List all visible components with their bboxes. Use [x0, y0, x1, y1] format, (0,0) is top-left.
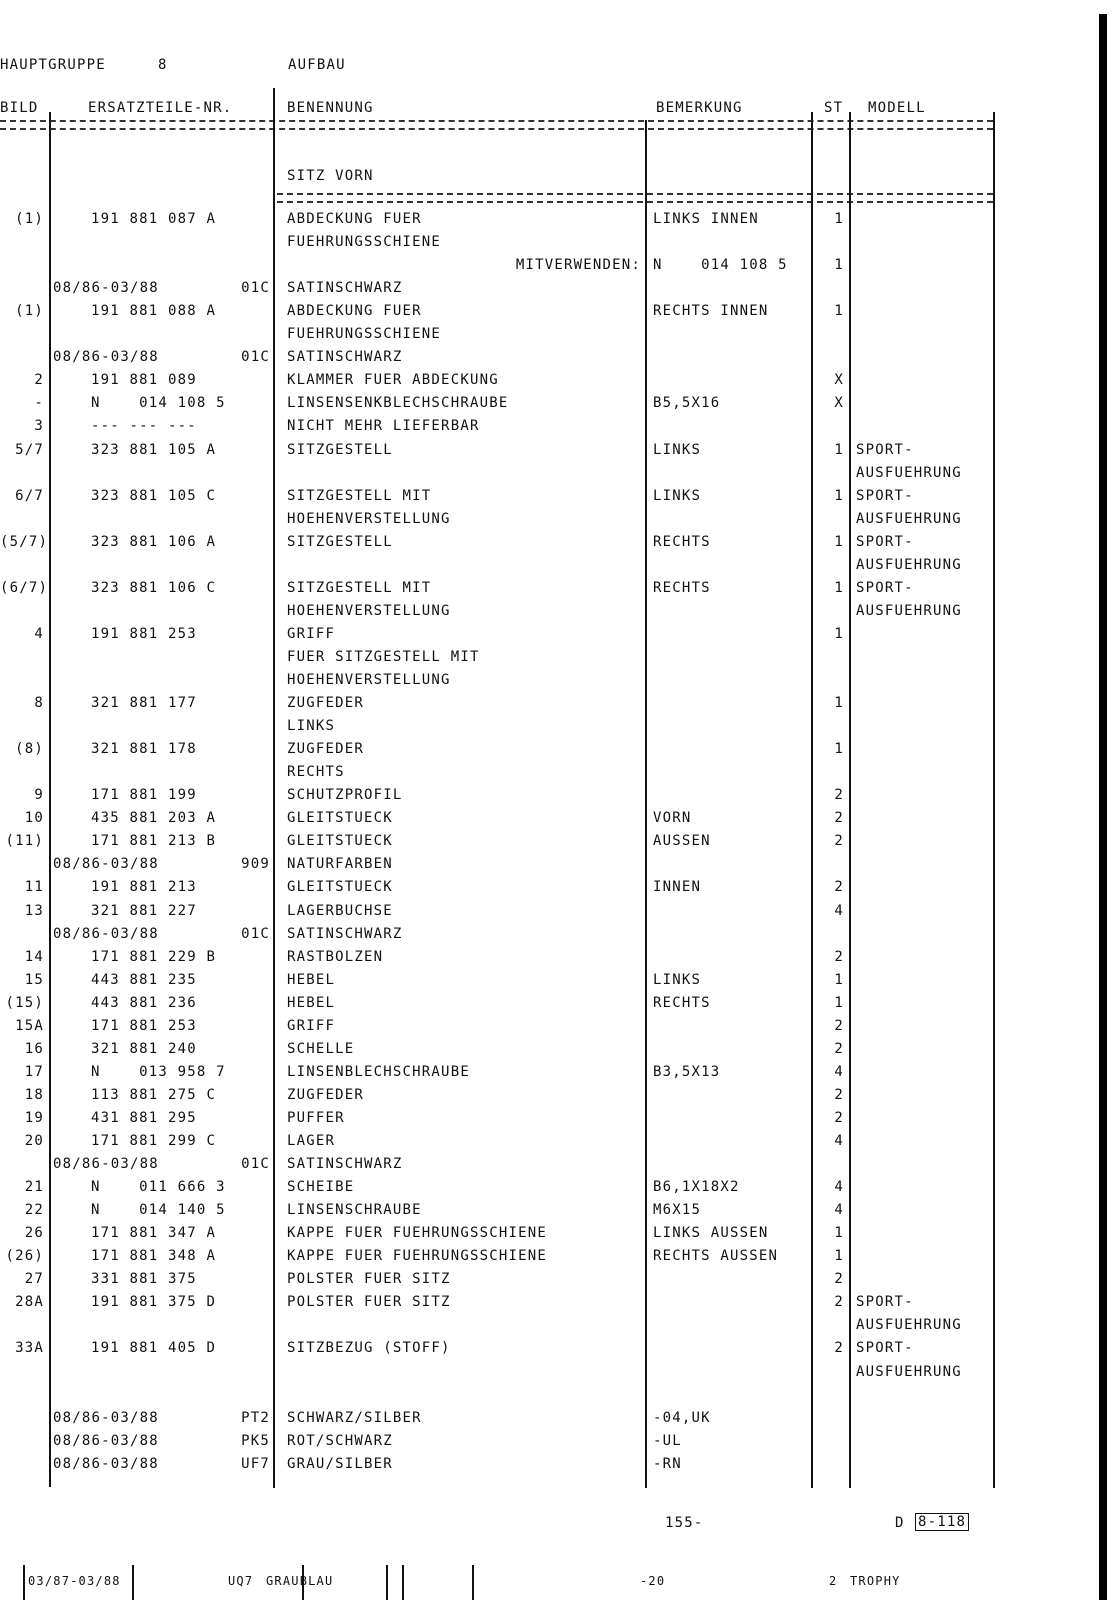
row-benennung: HEBEL — [287, 995, 336, 1011]
row-benennung: PUFFER — [287, 1110, 345, 1126]
next-row-nr: 03/87-03/88 — [28, 1574, 121, 1588]
row-benennung: SITZGESTELL — [287, 534, 393, 550]
row-benennung: SITZBEZUG (STOFF) — [287, 1340, 451, 1356]
row-bemerkung: RECHTS AUSSEN — [653, 1248, 779, 1264]
column-header-benennung: BENENNUNG — [287, 100, 374, 116]
row-bild: 21 — [24, 1179, 44, 1195]
row-benennung: HOEHENVERSTELLUNG — [287, 603, 451, 619]
row-quantity: 1 — [834, 442, 844, 458]
page-number: 155- — [665, 1515, 704, 1531]
row-quantity: 1 — [834, 303, 844, 319]
row-quantity: 2 — [834, 879, 844, 895]
row-quantity: 1 — [834, 534, 844, 550]
row-modell: SPORT- — [856, 1294, 914, 1310]
row-bemerkung: LINKS — [653, 488, 702, 504]
row-part-number: 191 881 087 A — [91, 211, 217, 227]
row-date-range: 08/86-03/88 — [53, 1433, 159, 1449]
row-bemerkung: LINKS — [653, 972, 702, 988]
row-modell: SPORT- — [856, 442, 914, 458]
row-bild: 22 — [24, 1202, 44, 1218]
row-part-number: 191 881 213 — [91, 879, 197, 895]
row-benennung: SATINSCHWARZ — [287, 1156, 403, 1172]
row-color-code: PT2 — [241, 1410, 270, 1426]
row-modell: AUSFUEHRUNG — [856, 1317, 962, 1333]
row-bild: (8) — [15, 741, 44, 757]
column-line-st — [849, 112, 851, 1488]
next-row-st: 2 — [829, 1574, 838, 1588]
row-bemerkung: LINKS INNEN — [653, 211, 759, 227]
row-bild: (5/7) — [0, 534, 49, 550]
row-modell: AUSFUEHRUNG — [856, 1364, 962, 1380]
row-part-number: 331 881 375 — [91, 1271, 197, 1287]
column-header-st: ST — [824, 100, 844, 116]
row-quantity: 4 — [834, 1202, 844, 1218]
row-bemerkung: B3,5X13 — [653, 1064, 721, 1080]
page-edge-bar — [1099, 14, 1107, 1600]
row-part-number: 323 881 106 C — [91, 580, 217, 596]
row-bild: 13 — [24, 903, 44, 919]
row-quantity: 2 — [834, 1087, 844, 1103]
row-bemerkung: AUSSEN — [653, 833, 711, 849]
row-quantity: 2 — [834, 1271, 844, 1287]
row-part-number: 431 881 295 — [91, 1110, 197, 1126]
row-bemerkung: B6,1X18X2 — [653, 1179, 740, 1195]
header-divider — [0, 120, 993, 130]
row-benennung: SATINSCHWARZ — [287, 926, 403, 942]
row-bild: 4 — [34, 626, 44, 642]
row-benennung: FUER SITZGESTELL MIT — [287, 649, 480, 665]
row-benennung: ABDECKUNG FUER — [287, 303, 422, 319]
row-quantity: 2 — [834, 833, 844, 849]
row-bild: 27 — [24, 1271, 44, 1287]
row-modell: SPORT- — [856, 534, 914, 550]
row-quantity: 1 — [834, 741, 844, 757]
row-modell: SPORT- — [856, 1340, 914, 1356]
row-part-number: 191 881 088 A — [91, 303, 217, 319]
row-part-number: 171 881 229 B — [91, 949, 217, 965]
row-part-number: 171 881 299 C — [91, 1133, 217, 1149]
next-row-modell: TROPHY — [850, 1574, 901, 1588]
row-bild: 6/7 — [15, 488, 44, 504]
row-benennung: SCHELLE — [287, 1041, 355, 1057]
row-bild: - — [34, 395, 44, 411]
row-quantity: 4 — [834, 1179, 844, 1195]
row-bild: 26 — [24, 1225, 44, 1241]
row-modell: SPORT- — [856, 580, 914, 596]
column-line-bild — [49, 112, 51, 1487]
row-part-number: N 011 666 3 — [91, 1179, 226, 1195]
row-benennung: SITZGESTELL MIT — [287, 488, 432, 504]
row-benennung: LINKS — [287, 718, 336, 734]
row-benennung: RECHTS — [287, 764, 345, 780]
column-line-modell — [993, 112, 995, 1488]
row-quantity: 1 — [834, 995, 844, 1011]
row-quantity: 2 — [834, 1110, 844, 1126]
row-benennung: ABDECKUNG FUER — [287, 211, 422, 227]
row-bild: 9 — [34, 787, 44, 803]
row-color-code: 01C — [241, 1156, 270, 1172]
row-bemerkung: RECHTS — [653, 995, 711, 1011]
row-modell: SPORT- — [856, 488, 914, 504]
row-part-number: 321 881 227 — [91, 903, 197, 919]
row-benennung: SCHUTZPROFIL — [287, 787, 403, 803]
row-bemerkung: INNEN — [653, 879, 702, 895]
row-benennung: KAPPE FUER FUEHRUNGSSCHIENE — [287, 1225, 547, 1241]
row-bild: (11) — [5, 833, 44, 849]
next-line-st — [402, 1565, 404, 1600]
row-part-number: 171 881 347 A — [91, 1225, 217, 1241]
row-part-number: 191 881 405 D — [91, 1340, 217, 1356]
next-row-benennung: GRAUBLAU — [266, 1574, 334, 1588]
row-date-range: 08/86-03/88 — [53, 1456, 159, 1472]
row-benennung: KLAMMER FUER ABDECKUNG — [287, 372, 499, 388]
section-title: SITZ VORN — [287, 168, 374, 184]
row-benennung: LINSENSCHRAUBE — [287, 1202, 422, 1218]
row-bemerkung: RECHTS — [653, 580, 711, 596]
column-header-modell: MODELL — [868, 100, 926, 116]
row-part-number: 321 881 177 — [91, 695, 197, 711]
row-bild: 18 — [24, 1087, 44, 1103]
row-bemerkung: RECHTS INNEN — [653, 303, 769, 319]
next-row-code: UQ7 — [228, 1574, 254, 1588]
row-quantity: 2 — [834, 810, 844, 826]
row-benennung: ZUGFEDER — [287, 695, 365, 711]
row-quantity: 1 — [834, 1225, 844, 1241]
row-benennung: FUEHRUNGSSCHIENE — [287, 234, 442, 250]
page-prefix: D — [895, 1515, 905, 1531]
row-quantity: 1 — [834, 580, 844, 596]
row-part-number: N 014 108 5 — [91, 395, 226, 411]
row-bemerkung: N 014 108 5 — [653, 257, 788, 273]
row-benennung: POLSTER FUER SITZ — [287, 1271, 451, 1287]
row-quantity: X — [834, 395, 844, 411]
row-bemerkung: -UL — [653, 1433, 682, 1449]
row-bild: 16 — [24, 1041, 44, 1057]
row-quantity: 2 — [834, 787, 844, 803]
row-color-code: UF7 — [241, 1456, 270, 1472]
row-modell: AUSFUEHRUNG — [856, 603, 962, 619]
row-bild: 5/7 — [15, 442, 44, 458]
row-part-number: 323 881 106 A — [91, 534, 217, 550]
row-quantity: 2 — [834, 949, 844, 965]
row-benennung: SATINSCHWARZ — [287, 280, 403, 296]
row-part-number: 435 881 203 A — [91, 810, 217, 826]
row-benennung: ZUGFEDER — [287, 741, 365, 757]
row-quantity: 1 — [834, 488, 844, 504]
row-quantity: 4 — [834, 1133, 844, 1149]
row-benennung: LINSENBLECHSCHRAUBE — [287, 1064, 470, 1080]
row-bemerkung: RECHTS — [653, 534, 711, 550]
row-benennung: HOEHENVERSTELLUNG — [287, 511, 451, 527]
column-line-benennung — [645, 120, 647, 1488]
row-benennung: HEBEL — [287, 972, 336, 988]
row-bemerkung: M6X15 — [653, 1202, 702, 1218]
row-quantity: 1 — [834, 1248, 844, 1264]
row-modell: AUSFUEHRUNG — [856, 511, 962, 527]
row-benennung: GRIFF — [287, 626, 336, 642]
row-color-code: 01C — [241, 349, 270, 365]
row-benennung: SITZGESTELL MIT — [287, 580, 432, 596]
row-quantity: 1 — [834, 626, 844, 642]
row-bild: (15) — [5, 995, 44, 1011]
page-reference: 8-118 — [915, 1513, 969, 1531]
column-header-bemerkung: BEMERKUNG — [656, 100, 743, 116]
hauptgruppe-number: 8 — [158, 57, 168, 73]
row-quantity: 2 — [834, 1294, 844, 1310]
row-part-number: 443 881 235 — [91, 972, 197, 988]
row-bild: 3 — [34, 418, 44, 434]
row-benennung: GLEITSTUECK — [287, 879, 393, 895]
row-bild: 11 — [24, 879, 44, 895]
row-benennung: KAPPE FUER FUEHRUNGSSCHIENE — [287, 1248, 547, 1264]
row-benennung: LAGERBUCHSE — [287, 903, 393, 919]
row-benennung: NATURFARBEN — [287, 856, 393, 872]
row-date-range: 08/86-03/88 — [53, 280, 159, 296]
row-part-number: 191 881 253 — [91, 626, 197, 642]
row-bild: 28A — [15, 1294, 44, 1310]
row-date-range: 08/86-03/88 — [53, 1156, 159, 1172]
row-modell: AUSFUEHRUNG — [856, 557, 962, 573]
row-modell: AUSFUEHRUNG — [856, 465, 962, 481]
row-quantity: 2 — [834, 1041, 844, 1057]
row-benennung: FUEHRUNGSSCHIENE — [287, 326, 442, 342]
row-color-code: 909 — [241, 856, 270, 872]
row-benennung: RASTBOLZEN — [287, 949, 384, 965]
row-bemerkung: -04,UK — [653, 1410, 711, 1426]
row-benennung: LINSENSENKBLECHSCHRAUBE — [287, 395, 509, 411]
row-quantity: 1 — [834, 257, 844, 273]
row-bild: (6/7) — [0, 580, 49, 596]
row-bild: 8 — [34, 695, 44, 711]
row-bild: 14 — [24, 949, 44, 965]
row-part-number: 171 881 213 B — [91, 833, 217, 849]
row-benennung: SATINSCHWARZ — [287, 349, 403, 365]
row-bemerkung: LINKS — [653, 442, 702, 458]
row-date-range: 08/86-03/88 — [53, 926, 159, 942]
row-color-code: PK5 — [241, 1433, 270, 1449]
row-quantity: 2 — [834, 1340, 844, 1356]
row-quantity: 1 — [834, 695, 844, 711]
group-title: AUFBAU — [288, 57, 346, 73]
row-bild: (26) — [5, 1248, 44, 1264]
next-line-bild — [23, 1565, 25, 1600]
row-part-number: 321 881 240 — [91, 1041, 197, 1057]
row-part-number: 321 881 178 — [91, 741, 197, 757]
row-part-number: 323 881 105 A — [91, 442, 217, 458]
row-benennung: MITVERWENDEN: — [515, 257, 641, 273]
row-bild: 15 — [24, 972, 44, 988]
row-part-number: 443 881 236 — [91, 995, 197, 1011]
row-quantity: 1 — [834, 972, 844, 988]
row-benennung: NICHT MEHR LIEFERBAR — [287, 418, 480, 434]
row-bemerkung: B5,5X16 — [653, 395, 721, 411]
row-quantity: 2 — [834, 1018, 844, 1034]
row-bemerkung: LINKS AUSSEN — [653, 1225, 769, 1241]
row-benennung: ROT/SCHWARZ — [287, 1433, 393, 1449]
section-divider — [277, 193, 993, 203]
row-date-range: 08/86-03/88 — [53, 856, 159, 872]
row-part-number: 171 881 348 A — [91, 1248, 217, 1264]
row-benennung: SCHEIBE — [287, 1179, 355, 1195]
row-benennung: GRIFF — [287, 1018, 336, 1034]
row-bild: 17 — [24, 1064, 44, 1080]
row-bild: 19 — [24, 1110, 44, 1126]
column-header-ersatzteile-nr: ERSATZTEILE-NR. — [88, 100, 233, 116]
row-part-number: N 013 958 7 — [91, 1064, 226, 1080]
row-quantity: X — [834, 372, 844, 388]
row-benennung: SITZGESTELL — [287, 442, 393, 458]
row-part-number: 113 881 275 C — [91, 1087, 217, 1103]
next-line-nr — [132, 1565, 134, 1600]
row-color-code: 01C — [241, 280, 270, 296]
row-part-number: 191 881 375 D — [91, 1294, 217, 1310]
row-part-number: 171 881 199 — [91, 787, 197, 803]
row-part-number: N 014 140 5 — [91, 1202, 226, 1218]
row-bemerkung: VORN — [653, 810, 692, 826]
row-benennung: LAGER — [287, 1133, 336, 1149]
next-line-modell — [472, 1565, 474, 1600]
row-date-range: 08/86-03/88 — [53, 349, 159, 365]
row-benennung: HOEHENVERSTELLUNG — [287, 672, 451, 688]
row-benennung: POLSTER FUER SITZ — [287, 1294, 451, 1310]
row-bild: (1) — [15, 211, 44, 227]
row-date-range: 08/86-03/88 — [53, 1410, 159, 1426]
next-line-bemerkung — [386, 1565, 388, 1600]
row-quantity: 4 — [834, 1064, 844, 1080]
row-bild: 15A — [15, 1018, 44, 1034]
row-benennung: SCHWARZ/SILBER — [287, 1410, 422, 1426]
row-quantity: 4 — [834, 903, 844, 919]
row-bild: 10 — [24, 810, 44, 826]
row-bild: 2 — [34, 372, 44, 388]
row-benennung: GLEITSTUECK — [287, 833, 393, 849]
row-bemerkung: -RN — [653, 1456, 682, 1472]
row-bild: 33A — [15, 1340, 44, 1356]
row-part-number: 171 881 253 — [91, 1018, 197, 1034]
row-benennung: GLEITSTUECK — [287, 810, 393, 826]
row-bild: (1) — [15, 303, 44, 319]
next-row-bemerkung: -20 — [640, 1574, 666, 1588]
hauptgruppe-label: HAUPTGRUPPE — [0, 57, 106, 73]
row-benennung: GRAU/SILBER — [287, 1456, 393, 1472]
row-quantity: 1 — [834, 211, 844, 227]
row-color-code: 01C — [241, 926, 270, 942]
row-benennung: ZUGFEDER — [287, 1087, 365, 1103]
row-bild: 20 — [24, 1133, 44, 1149]
row-part-number: 191 881 089 — [91, 372, 197, 388]
row-part-number: --- --- --- — [91, 418, 197, 434]
column-line-nr — [273, 88, 275, 1488]
row-part-number: 323 881 105 C — [91, 488, 217, 504]
column-header-bild: BILD — [0, 100, 39, 116]
